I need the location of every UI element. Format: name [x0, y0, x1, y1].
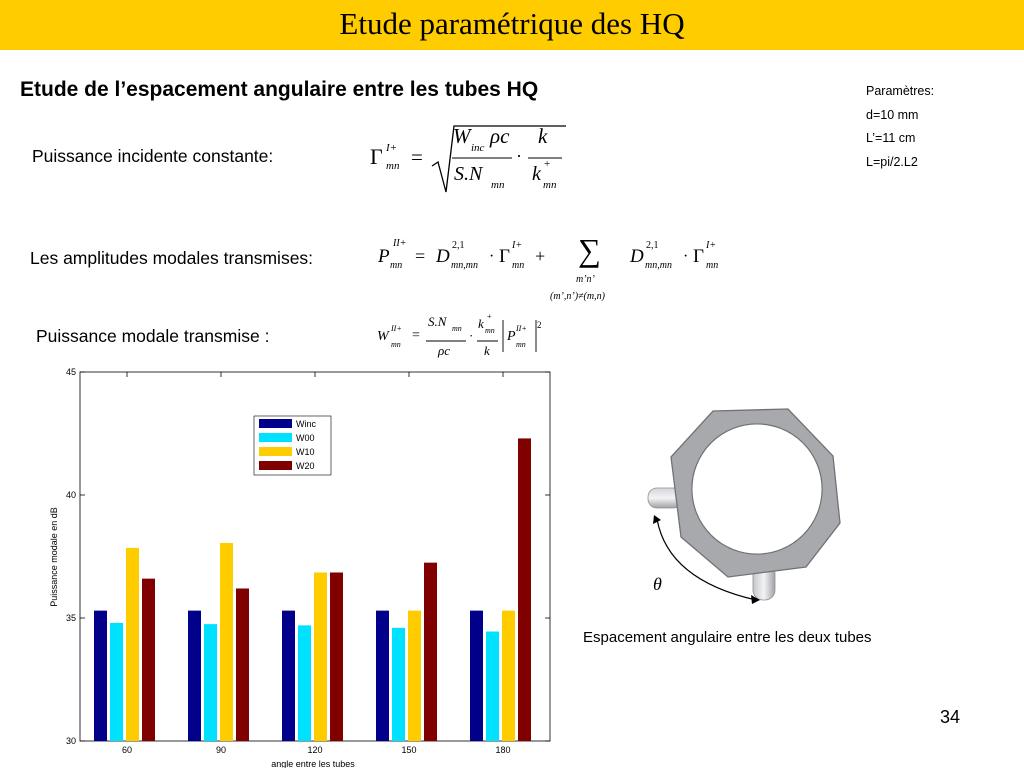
eq1-rhoc: ρc [490, 124, 510, 148]
eq2-p: P [378, 246, 390, 267]
eq3-w: W [377, 329, 389, 344]
y-tick-label: 40 [65, 490, 76, 500]
bar-w10-120 [314, 572, 327, 741]
eq3-rhoc: ρc [438, 343, 451, 358]
slide-title: Etude paramétrique des HQ [339, 6, 685, 41]
bar-w20-150 [424, 563, 437, 741]
eq2-gamma2: Γ [693, 246, 704, 267]
x-tick-label: 90 [215, 745, 227, 755]
figure-caption: Espacement angulaire entre les deux tubes [583, 629, 872, 646]
eq3-k-sup: + [487, 312, 492, 321]
bar-w20-90 [236, 588, 249, 741]
page-number: 34 [940, 707, 961, 727]
parameters-heading: Paramètres: [866, 84, 935, 98]
bar-w00-90 [204, 624, 217, 741]
ring-inner-bore [692, 424, 822, 554]
bar-w00-120 [298, 625, 311, 741]
eq2-gamma-sup: I+ [512, 240, 523, 251]
legend-label-w20: W20 [296, 461, 315, 471]
arrowhead-up-icon [653, 515, 661, 524]
eq2-equals: = [415, 246, 426, 266]
eq2-d2-sup: 2,1 [646, 240, 659, 251]
eq2-p-sub: mn [390, 260, 403, 271]
x-tick-label: 60 [121, 745, 133, 755]
x-tick-label: 180 [495, 745, 511, 755]
x-tick-label: 150 [401, 745, 417, 755]
eq3-p-sub: mn [516, 340, 526, 349]
bar-w10-150 [408, 611, 421, 741]
eq2-dot2: · [683, 248, 689, 265]
bar-winc-150 [376, 611, 389, 741]
eq1-equals: = [411, 145, 423, 169]
eq3-power: 2 [537, 320, 542, 330]
eq2-p-sup: II+ [393, 238, 407, 249]
eq2-gamma2-sub: mn [706, 260, 719, 271]
eq1-dot: · [516, 146, 522, 166]
eq3-k: k [478, 316, 484, 331]
x-axis-label: angle entre les tubes [271, 759, 355, 768]
eq2-gamma: Γ [499, 246, 510, 267]
bar-winc-180 [470, 611, 483, 741]
eq3-p-sup: II+ [516, 324, 527, 333]
legend-swatch-w10 [259, 447, 292, 456]
bar-w10-60 [126, 548, 139, 741]
parameters-box [866, 80, 934, 174]
legend-label-winc: Winc [296, 419, 316, 429]
eq1-w-sub: inc [471, 142, 485, 154]
eq2-d2: D [630, 246, 644, 267]
parameter-item: d=10 mm [866, 107, 919, 122]
bar-winc-60 [94, 611, 107, 741]
eq2-d-sup: 2,1 [452, 240, 465, 251]
eq2-gamma-sub: mn [512, 260, 525, 271]
legend-swatch-w00 [259, 433, 292, 442]
eq3-k2: k [484, 343, 490, 358]
legend-swatch-winc [259, 419, 292, 428]
eq1-sn: S.N [454, 163, 483, 185]
eq3-k-sub: mn [485, 326, 495, 335]
incident-power-label: Puissance incidente constante: [32, 146, 274, 166]
eq3-p: P [507, 329, 516, 344]
legend-label-w10: W10 [296, 447, 315, 457]
y-tick-label: 45 [65, 367, 76, 377]
eq3-sn-sub: mn [452, 324, 462, 333]
bar-w10-180 [502, 611, 515, 741]
eq2-d-sub: mn,mn [451, 260, 478, 271]
parameter-item: L=pi/2.L2 [866, 154, 918, 169]
eq2-sum: ∑ [578, 232, 601, 268]
eq2-d: D [436, 246, 450, 267]
eq1-k2-sup: + [544, 158, 551, 170]
y-tick-label: 35 [65, 613, 76, 623]
eq1-sup: I+ [386, 142, 398, 154]
eq1-w: W [453, 124, 471, 148]
eq3-dot: · [469, 328, 474, 343]
bar-w00-60 [110, 623, 123, 741]
eq1-sub: mn [386, 160, 400, 172]
bar-w00-150 [392, 628, 405, 741]
eq3-fraction-lines [420, 318, 550, 358]
eq1-sn-sub: mn [491, 179, 505, 191]
bar-w00-180 [486, 632, 499, 741]
theta-label: θ [653, 574, 662, 594]
eq1-k: k [538, 124, 548, 148]
modal-power-label: Puissance modale transmise : [36, 326, 270, 346]
eq2-sum-sub: m’n’ [576, 274, 595, 285]
x-tick-label: 120 [307, 745, 323, 755]
eq2-plus: + [535, 246, 546, 266]
parameter-item: L’=11 cm [866, 131, 916, 145]
modal-amplitudes-label: Les amplitudes modales transmises: [30, 248, 314, 268]
bar-w20-180 [518, 438, 531, 741]
y-tick-label: 30 [65, 736, 76, 746]
legend-swatch-w20 [259, 461, 292, 470]
bar-w10-90 [220, 543, 233, 741]
bar-w20-120 [330, 572, 343, 741]
pipe-figure [640, 400, 860, 620]
bar-winc-90 [188, 611, 201, 741]
eq1-k2: k [532, 163, 541, 185]
bar-winc-120 [282, 611, 295, 741]
slide-subtitle: Etude de l’espacement angulaire entre les tubes HQ [20, 78, 539, 101]
eq2-dot: · [489, 248, 495, 265]
chart-legend [254, 416, 331, 475]
legend-label-w00: W00 [296, 433, 315, 443]
bar-chart [0, 360, 580, 768]
eq1-k2-sub: mn [543, 179, 557, 191]
eq2-condition: (m’,n’)≠(m,n) [550, 291, 605, 302]
y-axis-label: Puissance modale en dB [49, 507, 59, 607]
eq2-d2-sub: mn,mn [645, 260, 672, 271]
eq3-w-sup: II+ [391, 324, 402, 333]
eq2-gamma2-sup: I+ [706, 240, 717, 251]
eq3-sn: S.N [428, 314, 447, 329]
eq3-w-sub: mn [391, 340, 401, 349]
bar-w20-60 [142, 579, 155, 741]
eq3-equals: = [412, 328, 420, 343]
title-banner [0, 0, 1024, 50]
eq1-gamma: Γ [370, 144, 383, 169]
